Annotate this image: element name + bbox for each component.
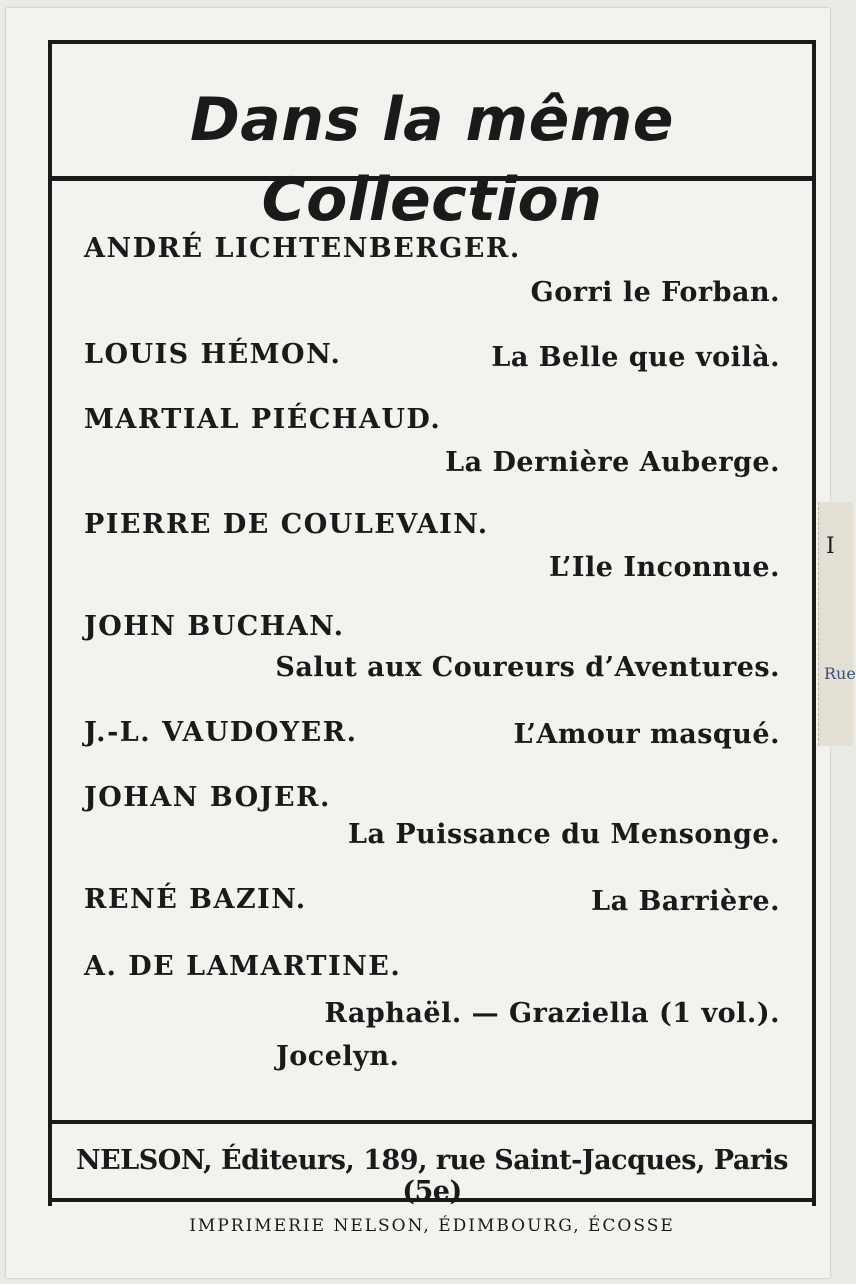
- torn-label-tab: [818, 502, 853, 746]
- title-raphael-graziella: Raphaël. — Graziella (1 vol.).: [324, 998, 780, 1029]
- title-la-barriere: La Barrière.: [591, 886, 780, 917]
- tab-word: Rue: [824, 664, 856, 683]
- top-rule: [48, 40, 816, 44]
- collection-title: Dans la même Collection: [190, 85, 674, 235]
- author-piechaud: MARTIAL PIÉCHAUD.: [84, 404, 442, 435]
- title-la-puissance-du-mensonge: La Puissance du Mensonge.: [347, 819, 780, 850]
- title-gorri-le-forban: Gorri le Forban.: [530, 277, 780, 308]
- printer-line: IMPRIMERIE NELSON, ÉDIMBOURG, ÉCOSSE: [189, 1216, 675, 1236]
- author-bojer: JOHAN BOJER.: [84, 782, 331, 813]
- title-l-amour-masque: L’Amour masqué.: [513, 719, 780, 750]
- author-hemon: LOUIS HÉMON.: [84, 339, 342, 370]
- title-jocelyn: Jocelyn.: [276, 1041, 400, 1072]
- author-buchan: JOHN BUCHAN.: [84, 611, 345, 642]
- title-la-belle-que-voila: La Belle que voilà.: [491, 342, 780, 373]
- author-coulevain: PIERRE DE COULEVAIN.: [84, 509, 489, 540]
- author-bazin: RENÉ BAZIN.: [84, 884, 307, 915]
- title-salut-aux-coureurs: Salut aux Coureurs d’Aventures.: [275, 652, 780, 683]
- author-lamartine: A. DE LAMARTINE.: [84, 951, 402, 982]
- publisher-line: NELSON, Éditeurs, 189, rue Saint-Jacques, Paris (5e): [75, 1145, 789, 1207]
- title-la-derniere-auberge: La Dernière Auberge.: [445, 447, 780, 478]
- author-lichtenberger: ANDRÉ LICHTENBERGER.: [84, 233, 521, 264]
- author-vaudoyer: J.-L. VAUDOYER.: [84, 717, 358, 748]
- title-l-ile-inconnue: L’Ile Inconnue.: [548, 552, 780, 583]
- tab-character: I: [826, 534, 835, 559]
- footer-top-rule: [48, 1120, 816, 1124]
